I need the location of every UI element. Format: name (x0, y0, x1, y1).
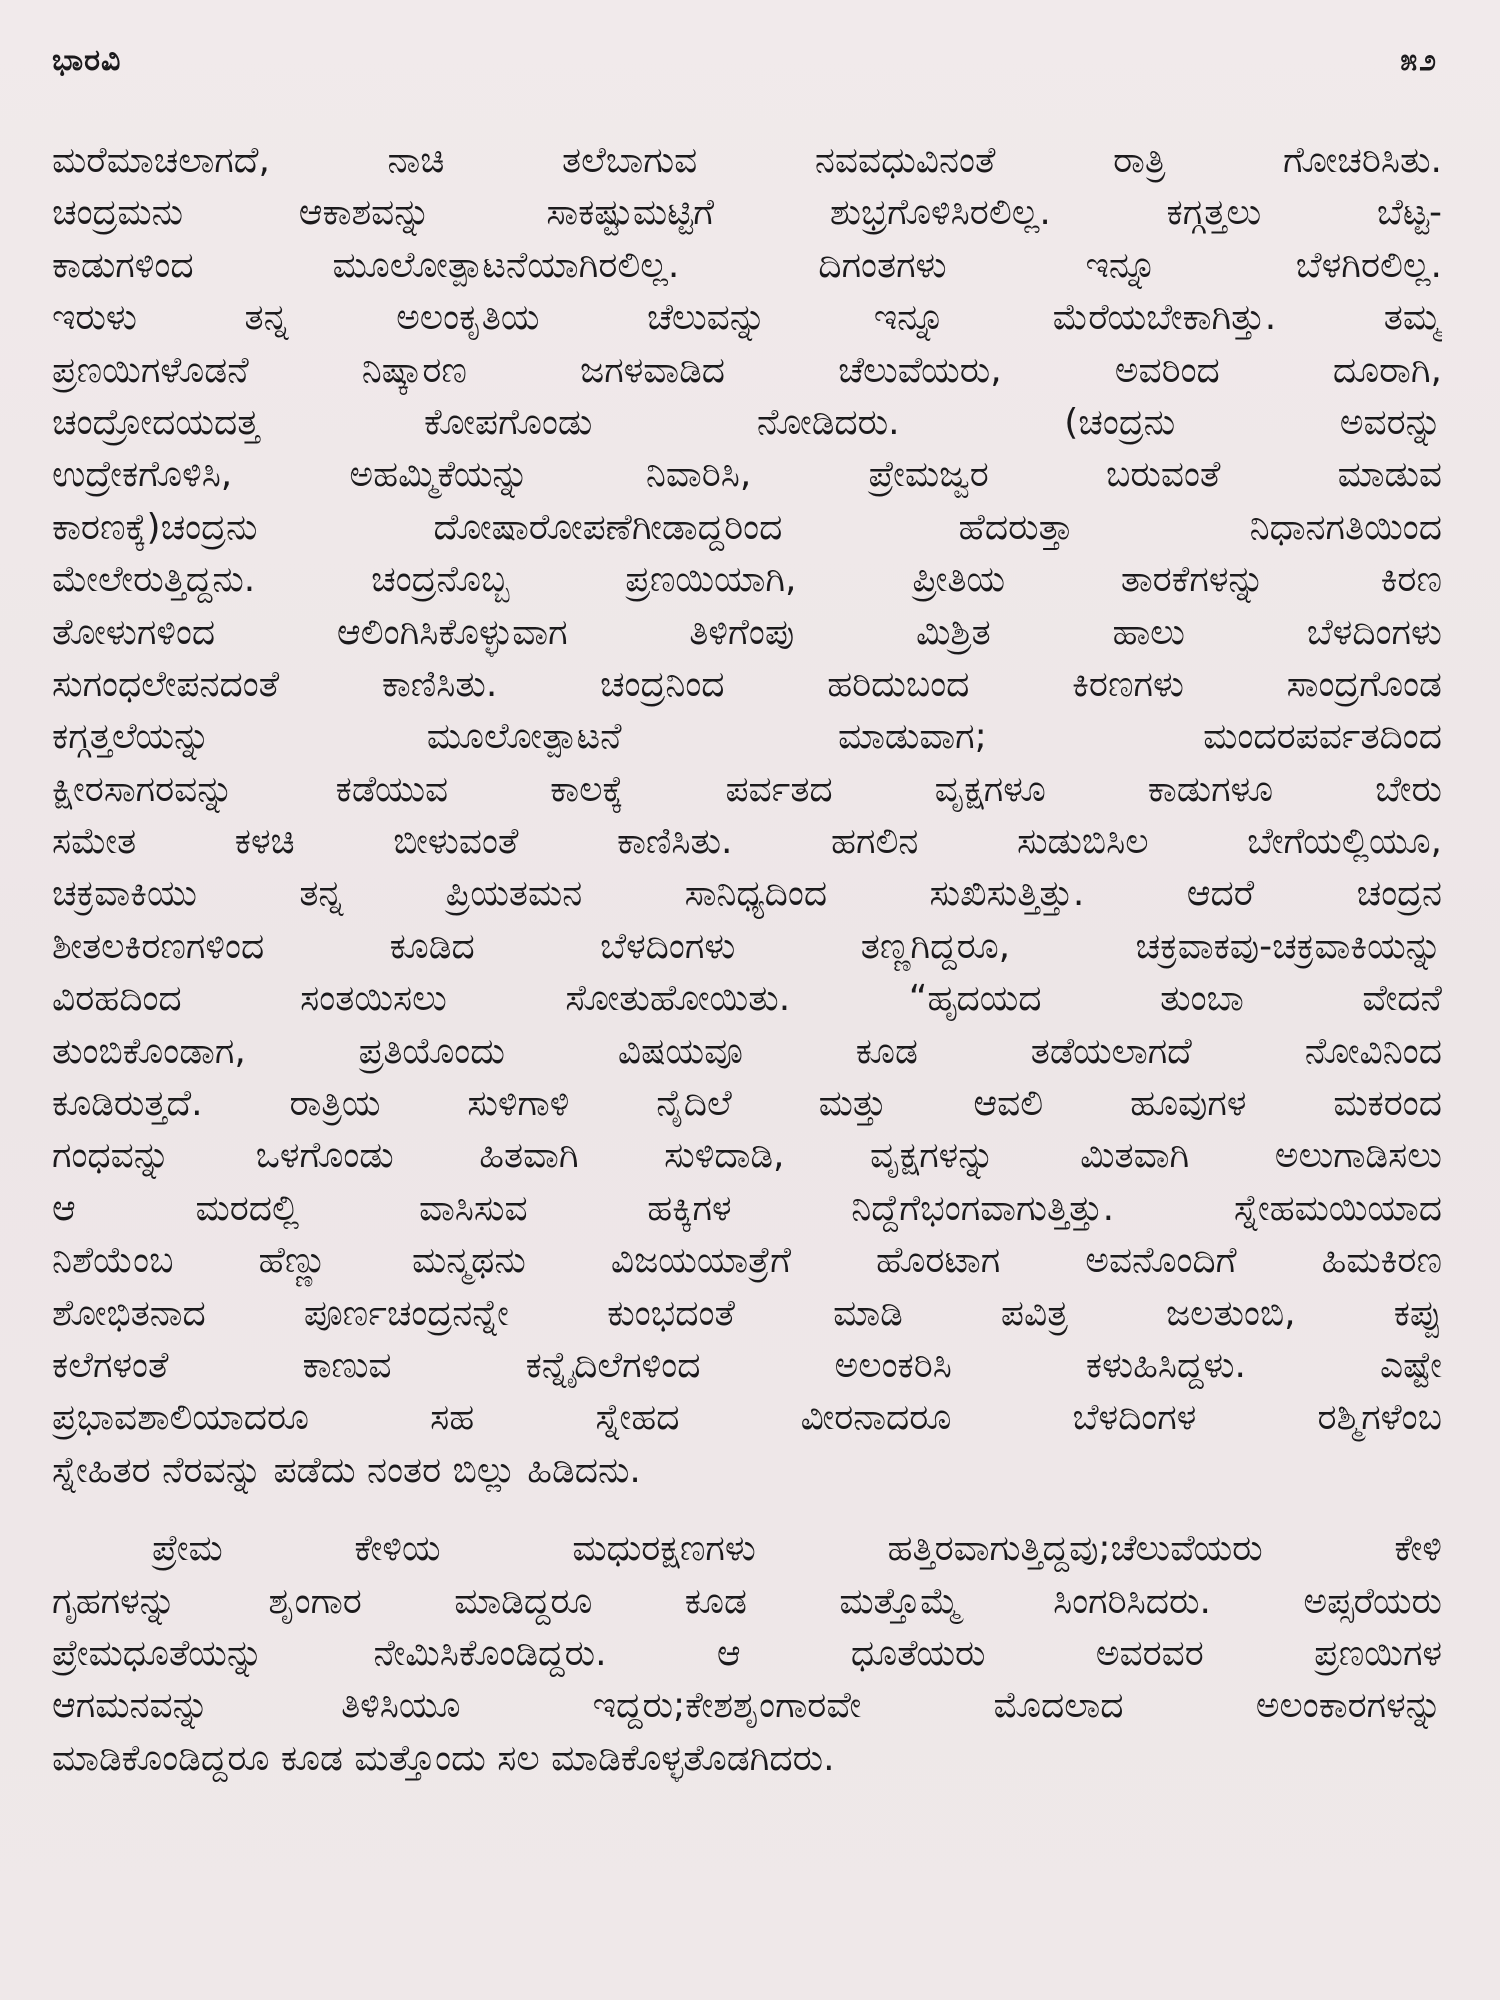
paragraph-2 (52, 1523, 1442, 1785)
text-line: ಚಕ್ರವಾಕಿಯು ತನ್ನ ಪ್ರಿಯತಮನ ಸಾನಿಧ್ಯದಿಂದ ಸುಖಿಸುತ್ತಿತ್ತು. ಆದರೆ ಚಂದ್ರನ (52, 873, 1442, 915)
text-line: ಗಂಧವನ್ನು ಒಳಗೊಂಡು ಹಿತವಾಗಿ ಸುಳಿದಾಡಿ, ವೃಕ್ಷಗಳನ್ನು ಮಿತವಾಗಿ ಅಲುಗಾಡಿಸಲು (52, 1135, 1442, 1177)
text-line: ಸಮೇತ ಕಳಚಿ ಬೀಳುವಂತೆ ಕಾಣಿಸಿತು. ಹಗಲಿನ ಸುಡುಬಿಸಿಲ ಬೇಗೆಯಲ್ಲಿಯೂ, (52, 821, 1442, 863)
text-line: ಪ್ರಣಯಿಗಳೊಡನೆ ನಿಷ್ಕಾರಣ ಜಗಳವಾಡಿದ ಚೆಲುವೆಯರು, ಅವರಿಂದ ದೂರಾಗಿ, (52, 349, 1442, 391)
text-line: ಆ ಮರದಲ್ಲಿ ವಾಸಿಸುವ ಹಕ್ಕಿಗಳ ನಿದ್ದೆಗೆಭಂಗವಾಗುತ್ತಿತ್ತು. ಸ್ನೇಹಮಯಿಯಾದ (52, 1187, 1442, 1229)
running-header (52, 40, 1438, 80)
paragraph-1 (52, 135, 1442, 1497)
text-line: ತೋಳುಗಳಿಂದ ಆಲಿಂಗಿಸಿಕೊಳ್ಳುವಾಗ ತಿಳಿಗೆಂಪು ಮಿಶ್ರಿತ ಹಾಲು ಬೆಳದಿಂಗಳು (52, 611, 1442, 653)
text-line: ಕೂಡಿರುತ್ತದೆ. ರಾತ್ರಿಯ ಸುಳಿಗಾಳಿ ನೈದಿಲೆ ಮತ್ತು ಆವಲಿ ಹೂವುಗಳ ಮಕರಂದ (52, 1083, 1442, 1125)
text-line: ಶೋಭಿತನಾದ ಪೂರ್ಣಚಂದ್ರನನ್ನೇ ಕುಂಭದಂತೆ ಮಾಡಿ ಪವಿತ್ರ ಜಲತುಂಬಿ, ಕಪ್ಪು (52, 1292, 1442, 1334)
text-line: ಮೇಲೇರುತ್ತಿದ್ದನು. ಚಂದ್ರನೊಬ್ಬ ಪ್ರಣಯಿಯಾಗಿ, ಪ್ರೀತಿಯ ತಾರಕೆಗಳನ್ನು ಕಿರಣ (52, 559, 1442, 601)
text-line: ಕಲೆಗಳಂತೆ ಕಾಣುವ ಕನ್ನೈದಿಲೆಗಳಿಂದ ಅಲಂಕರಿಸಿ ಕಳುಹಿಸಿದ್ದಳು. ಎಷ್ಟೇ (52, 1344, 1442, 1386)
text-line: ಮರೆಮಾಚಲಾಗದೆ, ನಾಚಿ ತಲೆಬಾಗುವ ನವವಧುವಿನಂತೆ ರಾತ್ರಿ ಗೋಚರಿಸಿತು. (52, 140, 1442, 181)
text-line: ಕಾರಣಕ್ಕೆ)ಚಂದ್ರನು ದೋಷಾರೋಪಣೆಗೀಡಾದ್ದರಿಂದ ಹೆದರುತ್ತಾ ನಿಧಾನಗತಿಯಿಂದ (52, 506, 1442, 548)
body-text (52, 135, 1442, 1785)
text-line: ಕಾಡುಗಳಿಂದ ಮೂಲೋತ್ಪಾಟನೆಯಾಗಿರಲಿಲ್ಲ. ದಿಗಂತಗಳು ಇನ್ನೂ ಬೆಳಗಿರಲಿಲ್ಲ. (52, 244, 1442, 286)
text-line: ಆಗಮನವನ್ನು ತಿಳಿಸಿಯೂ ಇದ್ದರು;ಕೇಶಶೃಂಗಾರವೇ ಮೊದಲಾದ ಅಲಂಕಾರಗಳನ್ನು (52, 1685, 1442, 1727)
text-line: ಮಾಡಿಕೊಂಡಿದ್ದರೂ ಕೂಡ ಮತ್ತೊಂದು ಸಲ ಮಾಡಿಕೊಳ್ಳತೊಡಗಿದರು. (52, 1737, 835, 1779)
text-line: ಕ್ಷೀರಸಾಗರವನ್ನು ಕಡೆಯುವ ಕಾಲಕ್ಕೆ ಪರ್ವತದ ವೃಕ್ಷಗಳೂ ಕಾಡುಗಳೂ ಬೇರು (52, 768, 1442, 810)
text-line: ಸ್ನೇಹಿತರ ನೆರವನ್ನು ಪಡೆದು ನಂತರ ಬಿಲ್ಲು ಹಿಡಿದನು. (52, 1449, 641, 1491)
text-line: ತುಂಬಿಕೊಂಡಾಗ, ಪ್ರತಿಯೊಂದು ವಿಷಯವೂ ಕೂಡ ತಡೆಯಲಾಗದೆ ನೋವಿನಿಂದ (52, 1030, 1442, 1072)
text-line: ವಿರಹದಿಂದ ಸಂತಯಿಸಲು ಸೋತುಹೋಯಿತು. “ಹೃದಯದ ತುಂಬಾ ವೇದನೆ (52, 978, 1442, 1020)
text-line: ಉದ್ರೇಕಗೊಳಿಸಿ, ಅಹಮ್ಮಿಕೆಯನ್ನು ನಿವಾರಿಸಿ, ಪ್ರೇಮಜ್ವರ ಬರುವಂತೆ ಮಾಡುವ (52, 454, 1442, 496)
page-number: ೫೨ (1400, 42, 1438, 78)
text-line: ಶೀತಲಕಿರಣಗಳಿಂದ ಕೂಡಿದ ಬೆಳದಿಂಗಳು ತಣ್ಣಗಿದ್ದರೂ, ಚಕ್ರವಾಕವು-ಚಕ್ರವಾಕಿಯನ್ನು (52, 925, 1442, 967)
text-line: ಚಂದ್ರಮನು ಆಕಾಶವನ್ನು ಸಾಕಷ್ಟುಮಟ್ಟಿಗೆ ಶುಭ್ರಗೊಳಿಸಿರಲಿಲ್ಲ. ಕಗ್ಗತ್ತಲು ಬೆಟ್ಟ- (52, 192, 1442, 234)
text-line: ಪ್ರೇಮಧೂತೆಯನ್ನು ನೇಮಿಸಿಕೊಂಡಿದ್ದರು. ಆ ಧೂತೆಯರು ಅವರವರ ಪ್ರಣಯಿಗಳ (52, 1632, 1442, 1674)
text-line: ಪ್ರೇಮ ಕೇಳಿಯ ಮಧುರಕ್ಷಣಗಳು ಹತ್ತಿರವಾಗುತ್ತಿದ್ದವು;ಚೆಲುವೆಯರು ಕೇಳಿ (152, 1528, 1442, 1570)
text-line: ಚಂದ್ರೋದಯದತ್ತ ಕೋಪಗೊಂಡು ನೋಡಿದರು. (ಚಂದ್ರನು ಅವರನ್ನು (52, 401, 1442, 443)
text-line: ಸುಗಂಧಲೇಪನದಂತೆ ಕಾಣಿಸಿತು. ಚಂದ್ರನಿಂದ ಹರಿದುಬಂದ ಕಿರಣಗಳು ಸಾಂದ್ರಗೊಂಡ (52, 663, 1442, 705)
text-line: ಪ್ರಭಾವಶಾಲಿಯಾದರೂ ಸಹ ಸ್ನೇಹದ ವೀರನಾದರೂ ಬೆಳದಿಂಗಳ ರಶ್ಮಿಗಳೆಂಬ (52, 1397, 1442, 1439)
text-line: ನಿಶೆಯೆಂಬ ಹೆಣ್ಣು ಮನ್ಮಥನು ವಿಜಯಯಾತ್ರೆಗೆ ಹೊರಟಾಗ ಅವನೊಂದಿಗೆ ಹಿಮಕಿರಣ (52, 1240, 1442, 1282)
text-line: ಗೃಹಗಳನ್ನು ಶೃಂಗಾರ ಮಾಡಿದ್ದರೂ ಕೂಡ ಮತ್ತೊಮ್ಮೆ ಸಿಂಗರಿಸಿದರು. ಅಪ್ಸರೆಯರು (52, 1580, 1442, 1622)
paragraph-gap (52, 1497, 1442, 1523)
text-line: ಇರುಳು ತನ್ನ ಅಲಂಕೃತಿಯ ಚೆಲುವನ್ನು ಇನ್ನೂ ಮೆರೆಯಬೇಕಾಗಿತ್ತು. ತಮ್ಮ (52, 297, 1442, 339)
text-line: ಕಗ್ಗತ್ತಲೆಯನ್ನು ಮೂಲೋತ್ಪಾಟನೆ ಮಾಡುವಾಗ; ಮಂದರಪರ್ವತದಿಂದ (52, 716, 1442, 758)
running-title: ಭಾರವಿ (52, 42, 122, 78)
